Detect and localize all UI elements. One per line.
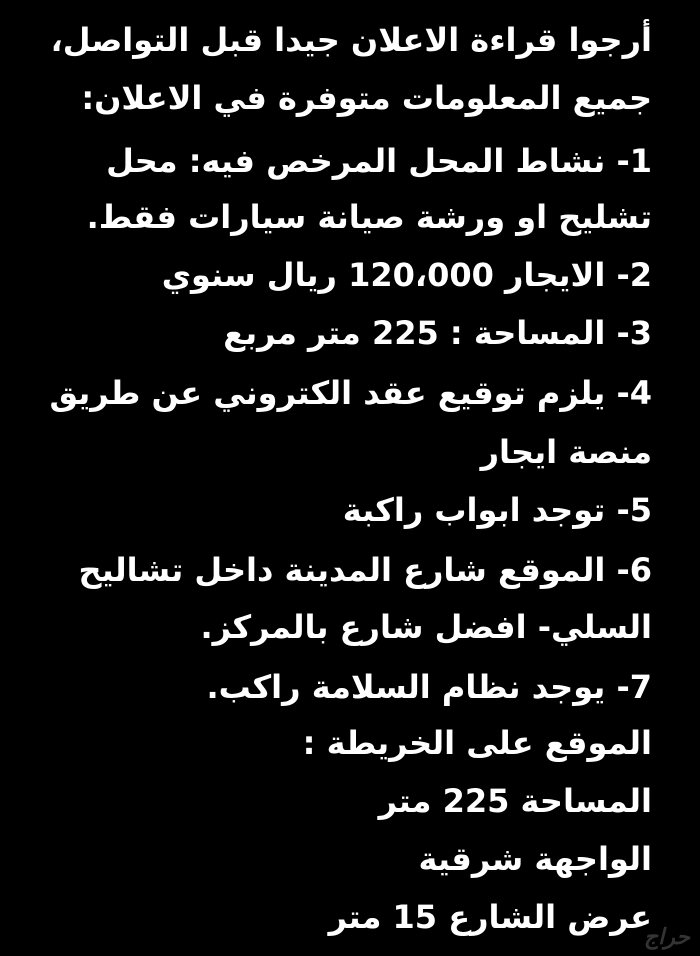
text-line-14: المساحة 225 متر — [378, 782, 652, 820]
text-line-12: 7- يوجد نظام السلامة راكب. — [206, 668, 652, 706]
text-line-5: 2- الايجار 120،000 ريال سنوي — [161, 256, 652, 294]
text-line-7: 4- يلزم توقيع عقد الكتروني عن طريق — [49, 374, 652, 412]
text-line-8: منصة ايجار — [480, 433, 652, 471]
text-line-6: 3- المساحة : 225 متر مربع — [223, 314, 652, 352]
text-line-16: عرض الشارع 15 متر — [328, 898, 652, 936]
text-line-11: السلي- افضل شارع بالمركز. — [200, 608, 652, 646]
text-line-15: الواجهة شرقية — [418, 840, 652, 878]
watermark-logo: حراج — [643, 925, 690, 950]
text-line-2: جميع المعلومات متوفرة في الاعلان: — [81, 79, 652, 117]
text-line-4: تشليح او ورشة صيانة سيارات فقط. — [86, 198, 652, 236]
text-line-9: 5- توجد ابواب راكبة — [342, 491, 652, 529]
text-line-3: 1- نشاط المحل المرخص فيه: محل — [106, 142, 652, 180]
text-line-13: الموقع على الخريطة : — [302, 724, 652, 762]
text-line-10: 6- الموقع شارع المدينة داخل تشاليح — [78, 551, 652, 589]
text-line-1: أرجوا قراءة الاعلان جيدا قبل التواصل، — [50, 21, 652, 59]
